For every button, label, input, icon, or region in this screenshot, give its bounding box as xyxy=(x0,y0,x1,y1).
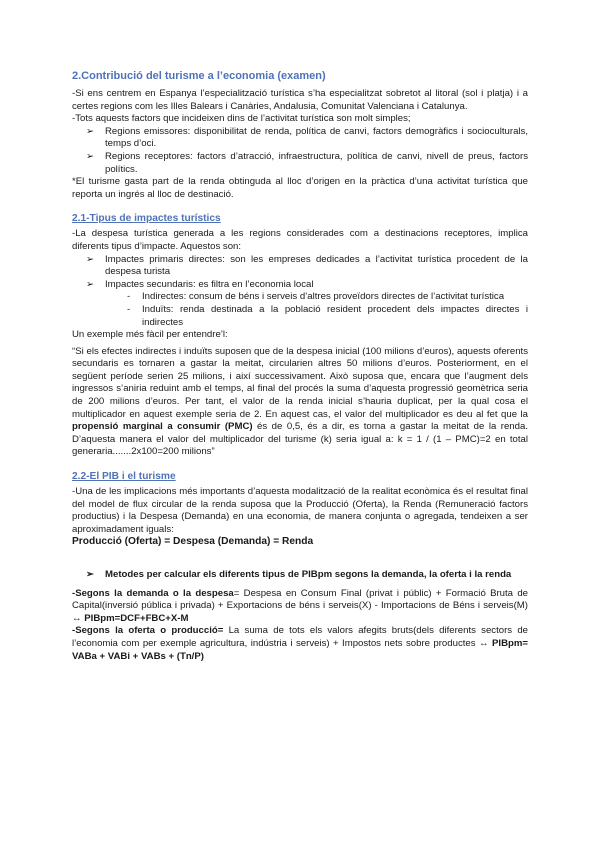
methods-list xyxy=(72,569,528,582)
list-item xyxy=(72,291,528,304)
quote-bold-term: propensió marginal a consumir (PMC) xyxy=(72,421,253,433)
intro-paragraph-2: -Tots aquests factors que incideixen dins de l’activitat turística son molt simples; xyxy=(72,113,411,125)
page-title: 2.Contribució del turisme a l’economia (examen) xyxy=(72,70,326,82)
spacer xyxy=(72,549,528,569)
impacts-paragraph: -La despesa turística generada a les regions considerades com a destinacions receptores, implica diferents tipus d’impacte. Aquestos son: xyxy=(72,228,528,252)
dash-bullet-icon: - xyxy=(127,303,131,315)
supply-label: -Segons la oferta o producció= xyxy=(72,625,224,637)
section-heading-impacts: 2.1-Tipus de impactes turístics xyxy=(72,213,221,225)
list-item xyxy=(72,126,528,151)
quote-text-b: és de 0,5, és a dir, es torna a gastar la meitat de la renda. D’aquesta manera el valor del multiplicador del turisme (k) seria igual a: k = 1 / (1 – PMC)=2 en total generaria.......2x100=200 milions” xyxy=(72,421,528,458)
pib-paragraph: -Una de les implicacions més importants d’aquesta modalització de la realitat econòmica és el resultat final del model de flux circular de la renda suposa que la Producció (Oferta), la Renda (Remuneració factors productius) i la Despesa (Demanda) en una economia, de manera conjunta o agregada, tendeixen a ser aproximadament iguals: xyxy=(72,486,528,535)
arrow-bullet-icon: ➢ xyxy=(86,150,95,162)
document-page xyxy=(72,70,528,663)
arrow-bullet-icon: ➢ xyxy=(86,569,95,580)
dash-bullet-icon: - xyxy=(127,291,131,303)
arrow-bullet-icon: ➢ xyxy=(86,253,95,265)
list-item-text: Impactes secundaris: es filtra en l’economia local xyxy=(105,278,314,290)
list-item xyxy=(72,304,528,329)
demand-text: = Despesa en Consum Final (privat i públic) + Formació Bruta de Capital(inversió pública i privada) + Exportacions de béns i serveis(X) - Importacions de Béns i serveis(M) ↔ xyxy=(72,587,528,624)
demand-method-paragraph xyxy=(72,588,528,626)
list-item-text: Regions receptores: factors d’atracció, infraestructura, política de canvi, nivell de preus, factors polítics. xyxy=(105,150,528,175)
quote-text-a: “Si els efectes indirectes i induïts suposen que de la despesa inicial (100 milions d’euros), aquests oferents secundaris es tornaren a gastar la meitat, circularien altres 50 milions d’euros. Posteriorment, en el següent període serien 25 milions, i així successivament. Això suposa que, encara que l’augment dels ingressos s’aniria reduint amb el temps, al final del procés la suma d’aquesta progressió geomètrica seria de 200 milions d’euros. Per tant, el valor de la renda inicial s’hauria duplicat, per la qual cosa el multiplicador en aquest exemple seria de 2. En aquest cas, el valor del multiplicador es deu al fet que la xyxy=(72,345,528,420)
impacts-bullet-list xyxy=(72,254,528,292)
section-heading-pib: 2.2-El PIB i el turisme xyxy=(72,471,176,483)
arrow-bullet-icon: ➢ xyxy=(86,125,95,137)
arrow-bullet-icon: ➢ xyxy=(86,278,95,290)
methods-heading: Metodes per calcular els diferents tipus de PIBpm segons la demanda, la oferta i la renda xyxy=(105,569,512,580)
list-item xyxy=(72,279,528,292)
supply-formula: PIBpm= VABa + VABi + VABs + (Tn/P) xyxy=(72,637,528,662)
demand-formula: PIBpm=DCF+FBC+X-M xyxy=(84,612,189,624)
identity-equation: Producció (Oferta) = Despesa (Demanda) = Renda xyxy=(72,536,314,548)
supply-method-paragraph xyxy=(72,625,528,663)
list-item-text: Impactes primaris directes: son les empreses dedicades a l’activitat turística procedent de la despesa turista xyxy=(105,253,528,278)
demand-label: -Segons la demanda o la despesa xyxy=(72,587,234,599)
intro-paragraph-1: -Si ens centrem en Espanya l’especialització turística s’ha especialitzat sobretot al litoral (sol i platja) i a certes regions com les Illes Balears i Canàries, Andalusia, Comunitat Valenciana i Catalunya. xyxy=(72,88,528,112)
list-item-text: Regions emissores: disponibilitat de renda, política de canvi, factors demogràfics i socioculturals, temps d’oci. xyxy=(105,125,528,150)
secondary-impacts-sublist xyxy=(72,291,528,329)
multiplier-quote xyxy=(72,346,528,459)
list-item-text: Indirectes: consum de béns i serveis d’altres proveïdors directes de l’activitat turística xyxy=(142,291,505,303)
intro-paragraph-3: *El turisme gasta part de la renda obtinguda al lloc d’origen en la pràctica d’una activitat turística que reporta un ingrés al lloc de destinació. xyxy=(72,176,528,200)
list-item xyxy=(72,569,528,582)
intro-bullet-list xyxy=(72,126,528,176)
list-item xyxy=(72,151,528,176)
list-item-text: Induïts: renda destinada a la població resident procedent dels impactes directes i indirectes xyxy=(142,303,528,328)
list-item xyxy=(72,254,528,279)
example-intro: Un exemple més fàcil per entendre’l: xyxy=(72,329,228,341)
supply-text: La suma de tots els valors afegits bruts(dels diferents sectors de l’economia com per exemple agricultura, indústria i serveis) + Impostos nets sobre productes ↔ xyxy=(72,625,529,649)
